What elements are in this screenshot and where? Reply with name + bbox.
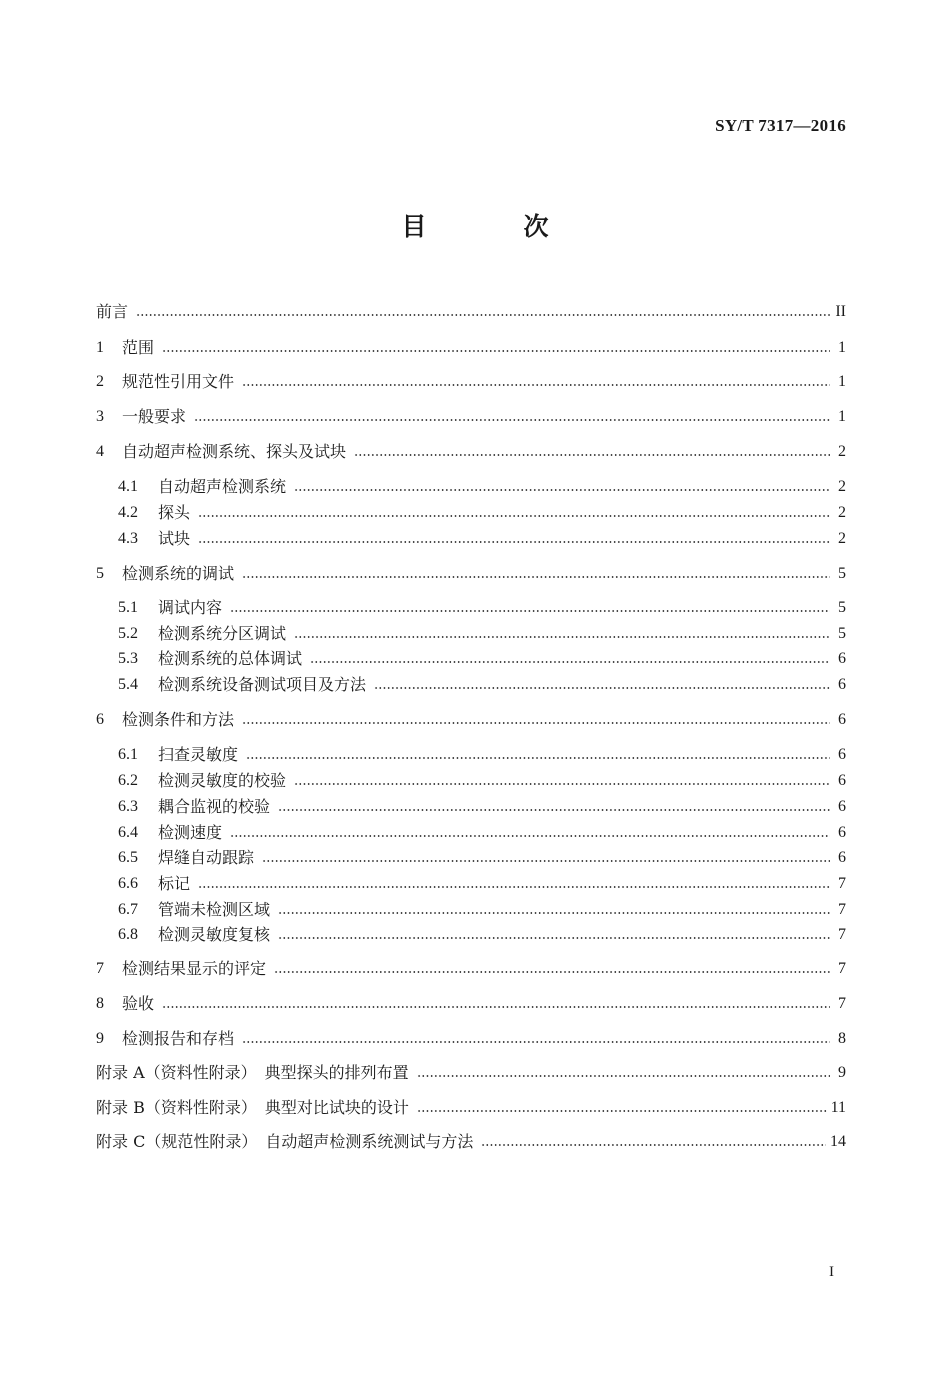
toc-entry[interactable] bbox=[96, 406, 846, 428]
toc-entry-page: 7 bbox=[838, 960, 846, 977]
toc-entry[interactable] bbox=[118, 796, 846, 818]
toc-entry-page: 7 bbox=[838, 926, 846, 943]
toc-entry[interactable] bbox=[96, 709, 846, 731]
toc-entry-page: 5 bbox=[838, 625, 846, 642]
dot-leader bbox=[374, 687, 830, 689]
toc-entry-page: 6 bbox=[838, 772, 846, 789]
toc-entry[interactable] bbox=[118, 899, 846, 921]
toc-entry-page: 8 bbox=[838, 1030, 846, 1047]
toc-entry[interactable] bbox=[96, 563, 846, 585]
page-title: 目 次 bbox=[401, 212, 585, 241]
toc-entry-number: 6.3 bbox=[118, 798, 138, 815]
dot-leader bbox=[481, 1144, 826, 1146]
toc-entry-page: 2 bbox=[838, 443, 846, 460]
toc-entry-label: 前言 bbox=[96, 302, 129, 321]
toc-entry-number: 6.6 bbox=[118, 875, 138, 892]
toc-entry-number: 6 bbox=[96, 711, 104, 728]
toc-entry[interactable] bbox=[96, 1062, 846, 1084]
dot-leader bbox=[294, 636, 830, 638]
toc-entry-label: 范围 bbox=[122, 338, 155, 357]
toc-entry-page: 2 bbox=[838, 530, 846, 547]
toc-entry[interactable] bbox=[96, 1028, 846, 1050]
toc-entry-label: 检测系统设备测试项目及方法 bbox=[158, 675, 367, 694]
dot-leader bbox=[294, 489, 830, 491]
toc-entry-label: 验收 bbox=[122, 994, 155, 1013]
toc-entry[interactable] bbox=[118, 528, 846, 550]
toc-entry-number: 1 bbox=[96, 339, 104, 356]
toc-entry[interactable] bbox=[96, 958, 846, 980]
standard-code: SY/T 7317—2016 bbox=[715, 116, 846, 135]
dot-leader bbox=[417, 1110, 827, 1112]
toc-entry-label: 自动超声检测系统 bbox=[158, 477, 287, 496]
toc-entry-number: 3 bbox=[96, 408, 104, 425]
toc-entry-page: 9 bbox=[838, 1064, 846, 1081]
toc-entry-page: 5 bbox=[838, 599, 846, 616]
toc-entry[interactable] bbox=[96, 993, 846, 1015]
toc-entry-label: 检测报告和存档 bbox=[122, 1029, 235, 1048]
toc-entry-page: 1 bbox=[838, 339, 846, 356]
toc-entry-number: 6.1 bbox=[118, 746, 138, 763]
toc-entry-page: 14 bbox=[830, 1133, 846, 1150]
dot-leader bbox=[230, 610, 830, 612]
dot-leader bbox=[198, 541, 830, 543]
toc-entry-page: 7 bbox=[838, 875, 846, 892]
toc-entry-page: 1 bbox=[838, 373, 846, 390]
page-number: I bbox=[829, 1264, 834, 1280]
toc-entry-label: 检测条件和方法 bbox=[122, 710, 235, 729]
toc-entry-page: 7 bbox=[838, 901, 846, 918]
toc-entry-number: 6.7 bbox=[118, 901, 138, 918]
toc-entry-page: 6 bbox=[838, 849, 846, 866]
toc-entry-number: 6.5 bbox=[118, 849, 138, 866]
toc-entry-page: 6 bbox=[838, 711, 846, 728]
toc-entry-number: 6.4 bbox=[118, 824, 138, 841]
toc-entry[interactable] bbox=[118, 822, 846, 844]
toc-entry-page: 2 bbox=[838, 478, 846, 495]
toc-entry-label: 一般要求 bbox=[122, 407, 187, 426]
toc-entry-number: 5.3 bbox=[118, 650, 138, 667]
dot-leader bbox=[278, 937, 830, 939]
toc-entry[interactable] bbox=[96, 337, 846, 359]
toc-entry-number: 8 bbox=[96, 995, 104, 1012]
toc-entry-label: 管端未检测区域 bbox=[158, 900, 271, 919]
toc-entry[interactable] bbox=[118, 873, 846, 895]
toc-entry-page: 6 bbox=[838, 746, 846, 763]
toc-entry-label: 检测系统的总体调试 bbox=[158, 649, 303, 668]
toc-entry-label: 检测速度 bbox=[158, 823, 223, 842]
toc-entry-label: 规范性引用文件 bbox=[122, 372, 235, 391]
toc-entry[interactable] bbox=[96, 301, 846, 323]
dot-leader bbox=[198, 886, 830, 888]
toc-entry-label: 附录 B（资料性附录） 典型对比试块的设计 bbox=[96, 1098, 409, 1117]
toc-entry[interactable] bbox=[118, 770, 846, 792]
toc-entry[interactable] bbox=[118, 623, 846, 645]
dot-leader bbox=[310, 661, 830, 663]
dot-leader bbox=[294, 783, 830, 785]
toc-entry-label: 耦合监视的校验 bbox=[158, 797, 271, 816]
toc-entry-label: 检测灵敏度复核 bbox=[158, 925, 271, 944]
dot-leader bbox=[162, 1006, 830, 1008]
toc-entry-page: 6 bbox=[838, 824, 846, 841]
toc-entry-number: 5 bbox=[96, 565, 104, 582]
toc-entry-page: 6 bbox=[838, 798, 846, 815]
dot-leader bbox=[162, 350, 830, 352]
dot-leader bbox=[194, 419, 830, 421]
dot-leader bbox=[242, 384, 830, 386]
dot-leader bbox=[242, 722, 830, 724]
toc-entry[interactable] bbox=[96, 1131, 846, 1153]
toc-entry-page: 6 bbox=[838, 650, 846, 667]
dot-leader bbox=[354, 454, 830, 456]
toc-entry-label: 标记 bbox=[158, 874, 191, 893]
toc-entry-number: 5.2 bbox=[118, 625, 138, 642]
toc-entry-number: 2 bbox=[96, 373, 104, 390]
toc-entry-page: 2 bbox=[838, 504, 846, 521]
toc-entry[interactable] bbox=[96, 371, 846, 393]
dot-leader bbox=[246, 757, 830, 759]
toc-entry-label: 自动超声检测系统、探头及试块 bbox=[122, 442, 347, 461]
dot-leader bbox=[278, 809, 830, 811]
toc-entry-number: 4.1 bbox=[118, 478, 138, 495]
dot-leader bbox=[274, 971, 830, 973]
toc-entry[interactable] bbox=[118, 924, 846, 946]
toc-entry[interactable] bbox=[118, 674, 846, 696]
toc-entry-label: 探头 bbox=[158, 503, 191, 522]
dot-leader bbox=[262, 860, 830, 862]
toc-entry[interactable] bbox=[118, 847, 846, 869]
toc-entry-page: 1 bbox=[838, 408, 846, 425]
toc-entry-number: 5.4 bbox=[118, 676, 138, 693]
toc-entry[interactable] bbox=[96, 1097, 846, 1119]
toc-entry-label: 焊缝自动跟踪 bbox=[158, 848, 255, 867]
toc-entry-label: 附录 A（资料性附录） 典型探头的排列布置 bbox=[96, 1063, 409, 1082]
toc-entry-number: 4.3 bbox=[118, 530, 138, 547]
toc-entry-page: 11 bbox=[830, 1099, 846, 1116]
toc-entry-page: 5 bbox=[838, 565, 846, 582]
toc-entry-label: 试块 bbox=[158, 529, 191, 548]
dot-leader bbox=[242, 1041, 830, 1043]
dot-leader bbox=[198, 515, 830, 517]
toc-entry-label: 检测结果显示的评定 bbox=[122, 959, 267, 978]
toc-entry-label: 扫查灵敏度 bbox=[158, 745, 239, 764]
toc-entry-page: 7 bbox=[838, 995, 846, 1012]
dot-leader bbox=[230, 835, 830, 837]
toc-entry-label: 检测系统的调试 bbox=[122, 564, 235, 583]
toc-entry[interactable] bbox=[96, 441, 846, 463]
toc-entry-label: 调试内容 bbox=[158, 598, 223, 617]
toc-entry-number: 4.2 bbox=[118, 504, 138, 521]
toc-entry-number: 6.2 bbox=[118, 772, 138, 789]
toc-entry[interactable] bbox=[118, 648, 846, 670]
toc-entry[interactable] bbox=[118, 476, 846, 498]
dot-leader bbox=[242, 576, 830, 578]
toc-entry-number: 4 bbox=[96, 443, 104, 460]
toc-entry[interactable] bbox=[118, 597, 846, 619]
toc-entry-page: II bbox=[835, 303, 846, 320]
toc-entry-label: 检测系统分区调试 bbox=[158, 624, 287, 643]
dot-leader bbox=[417, 1075, 830, 1077]
dot-leader bbox=[278, 912, 830, 914]
dot-leader bbox=[136, 314, 830, 316]
toc-entry-label: 检测灵敏度的校验 bbox=[158, 771, 287, 790]
toc-entry-number: 5.1 bbox=[118, 599, 138, 616]
toc-entry[interactable] bbox=[118, 744, 846, 766]
toc-entry-number: 9 bbox=[96, 1030, 104, 1047]
toc-entry-number: 6.8 bbox=[118, 926, 138, 943]
toc-entry-page: 6 bbox=[838, 676, 846, 693]
toc-entry-label: 附录 C（规范性附录） 自动超声检测系统测试与方法 bbox=[96, 1132, 474, 1151]
toc-entry-number: 7 bbox=[96, 960, 104, 977]
toc-entry[interactable] bbox=[118, 502, 846, 524]
